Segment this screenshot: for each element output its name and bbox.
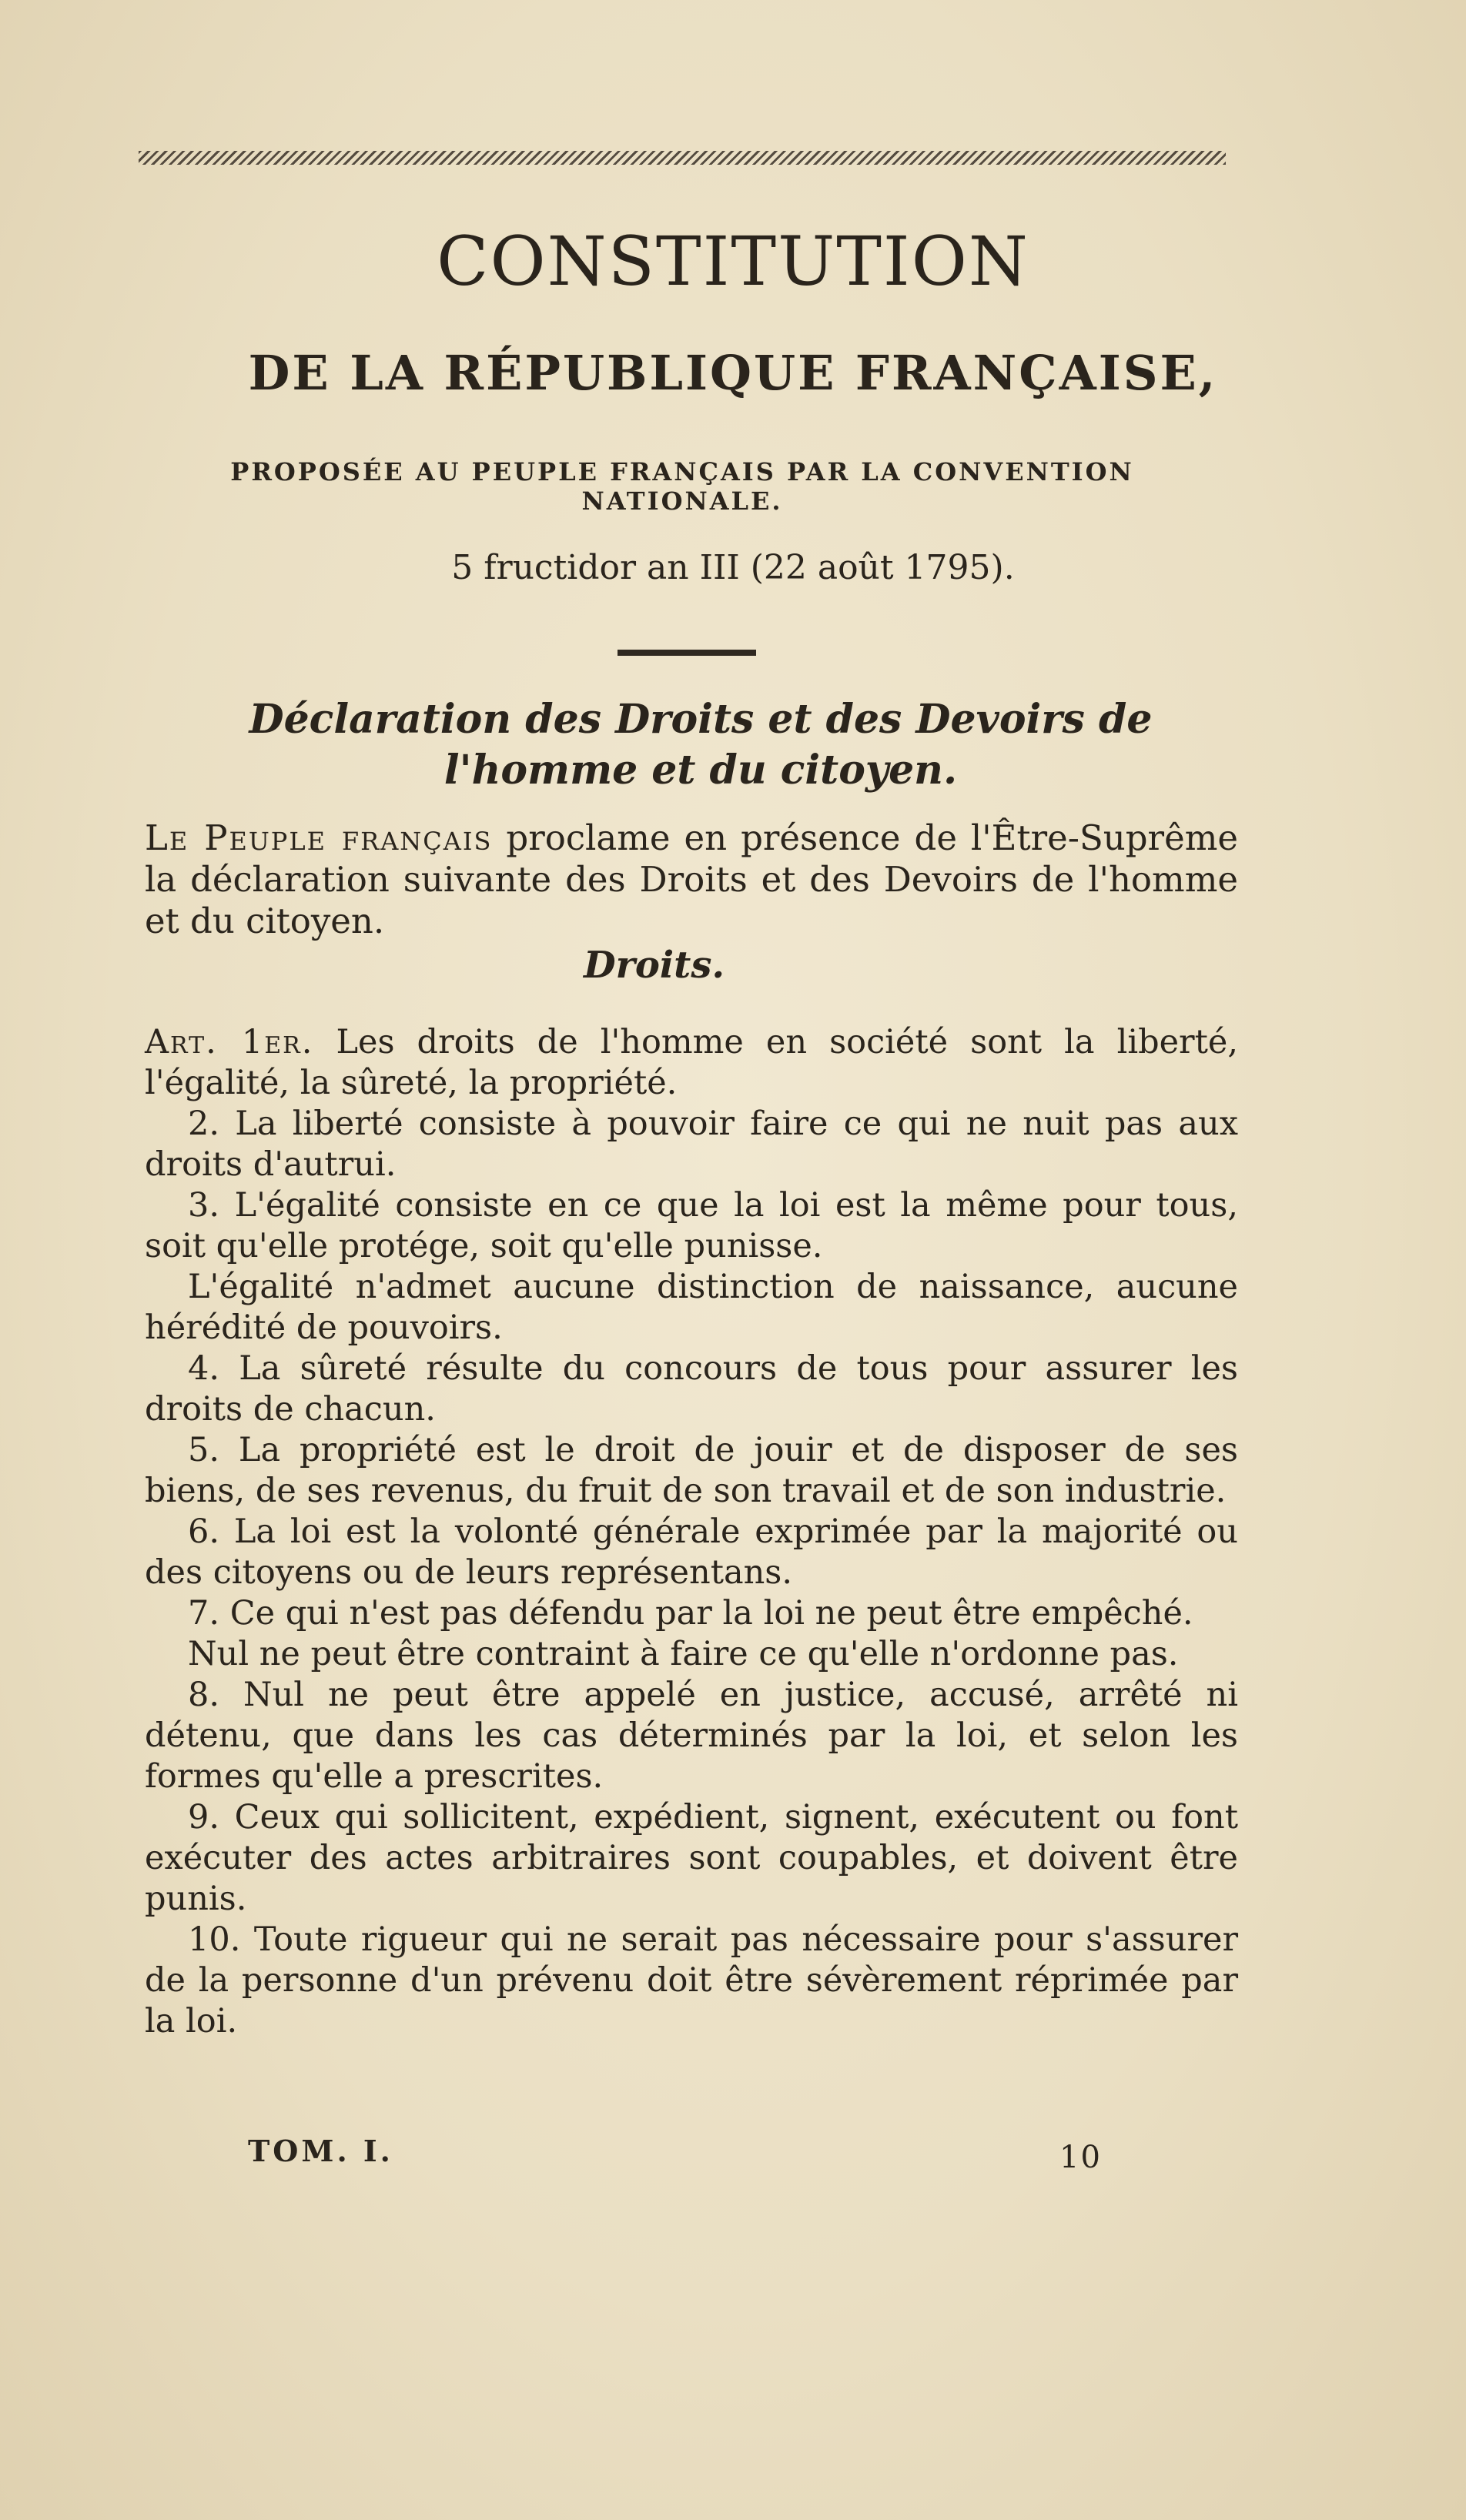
intro-text: proclame en présence de l'Être-Suprême la déclaration suivante des Droits et des Devoirs de l'homme et du citoyen. — [145, 817, 1239, 941]
article-10: 10. Toute rigueur qui ne serait pas nécessaire pour s'assurer de la personne d'un prévenu doit être sévèrement réprimée par la loi. — [145, 1920, 1238, 2040]
document-title: CONSTITUTION — [437, 222, 1029, 301]
proposal-line: PROPOSÉE AU PEUPLE FRANÇAIS PAR LA CONVENTION NATIONALE. — [230, 457, 1134, 516]
article-3-cont: L'égalité n'admet aucune distinction de naissance, aucune hérédité de pouvoirs. — [145, 1268, 1238, 1347]
articles-list — [145, 1022, 1238, 2042]
article-7-cont: Nul ne peut être contraint à faire ce qu'elle n'ordonne pas. — [188, 1635, 1179, 1673]
volume-marker: TOM. I. — [248, 2134, 393, 2168]
article-9: 9. Ceux qui sollicitent, expédient, signent, exécutent ou font exécuter des actes arbitraires sont coupables, et doivent être punis. — [145, 1798, 1238, 1918]
date-line: 5 fructidor an III (22 août 1795). — [451, 548, 1015, 587]
article-4: 4. La sûreté résulte du concours de tous pour assurer les droits de chacun. — [145, 1349, 1238, 1429]
article-6: 6. La loi est la volonté générale exprimée par la majorité ou des citoyens ou de leurs représentans. — [145, 1512, 1238, 1592]
document-subtitle: DE LA RÉPUBLIQUE FRANÇAISE, — [248, 345, 1218, 401]
article-3: 3. L'égalité consiste en ce que la loi est la même pour tous, soit qu'elle protége, soit qu'elle punisse. — [145, 1186, 1238, 1265]
article-8: 8. Nul ne peut être appelé en justice, accusé, arrêté ni détenu, que dans les cas déterminés par la loi, et selon les formes qu'elle a prescrites. — [145, 1676, 1238, 1796]
declaration-intro — [145, 817, 1238, 942]
header-ornament — [139, 151, 1226, 165]
article-1 — [145, 1022, 1238, 1104]
section-divider — [618, 650, 756, 656]
intro-lead: Le Peuple français — [145, 817, 493, 858]
signature-mark: 10 — [1059, 2140, 1102, 2175]
article-7: 7. Ce qui n'est pas défendu par la loi ne peut être empêché. — [188, 1594, 1193, 1633]
declaration-title: Déclaration des Droits et des Devoirs de l'homme et du citoyen. — [249, 696, 1153, 794]
article-label: Art. 1er. — [145, 1023, 314, 1061]
article-5: 5. La propriété est le droit de jouir et de disposer de ses biens, de ses revenus, du fruit de son travail et de son industrie. — [145, 1431, 1238, 1510]
article-text: Les droits de l'homme en société sont la liberté, l'égalité, la sûreté, la propriété. — [145, 1023, 1238, 1102]
article-2: 2. La liberté consiste à pouvoir faire ce qui ne nuit pas aux droits d'autrui. — [145, 1105, 1238, 1184]
section-heading: Droits. — [584, 944, 725, 987]
